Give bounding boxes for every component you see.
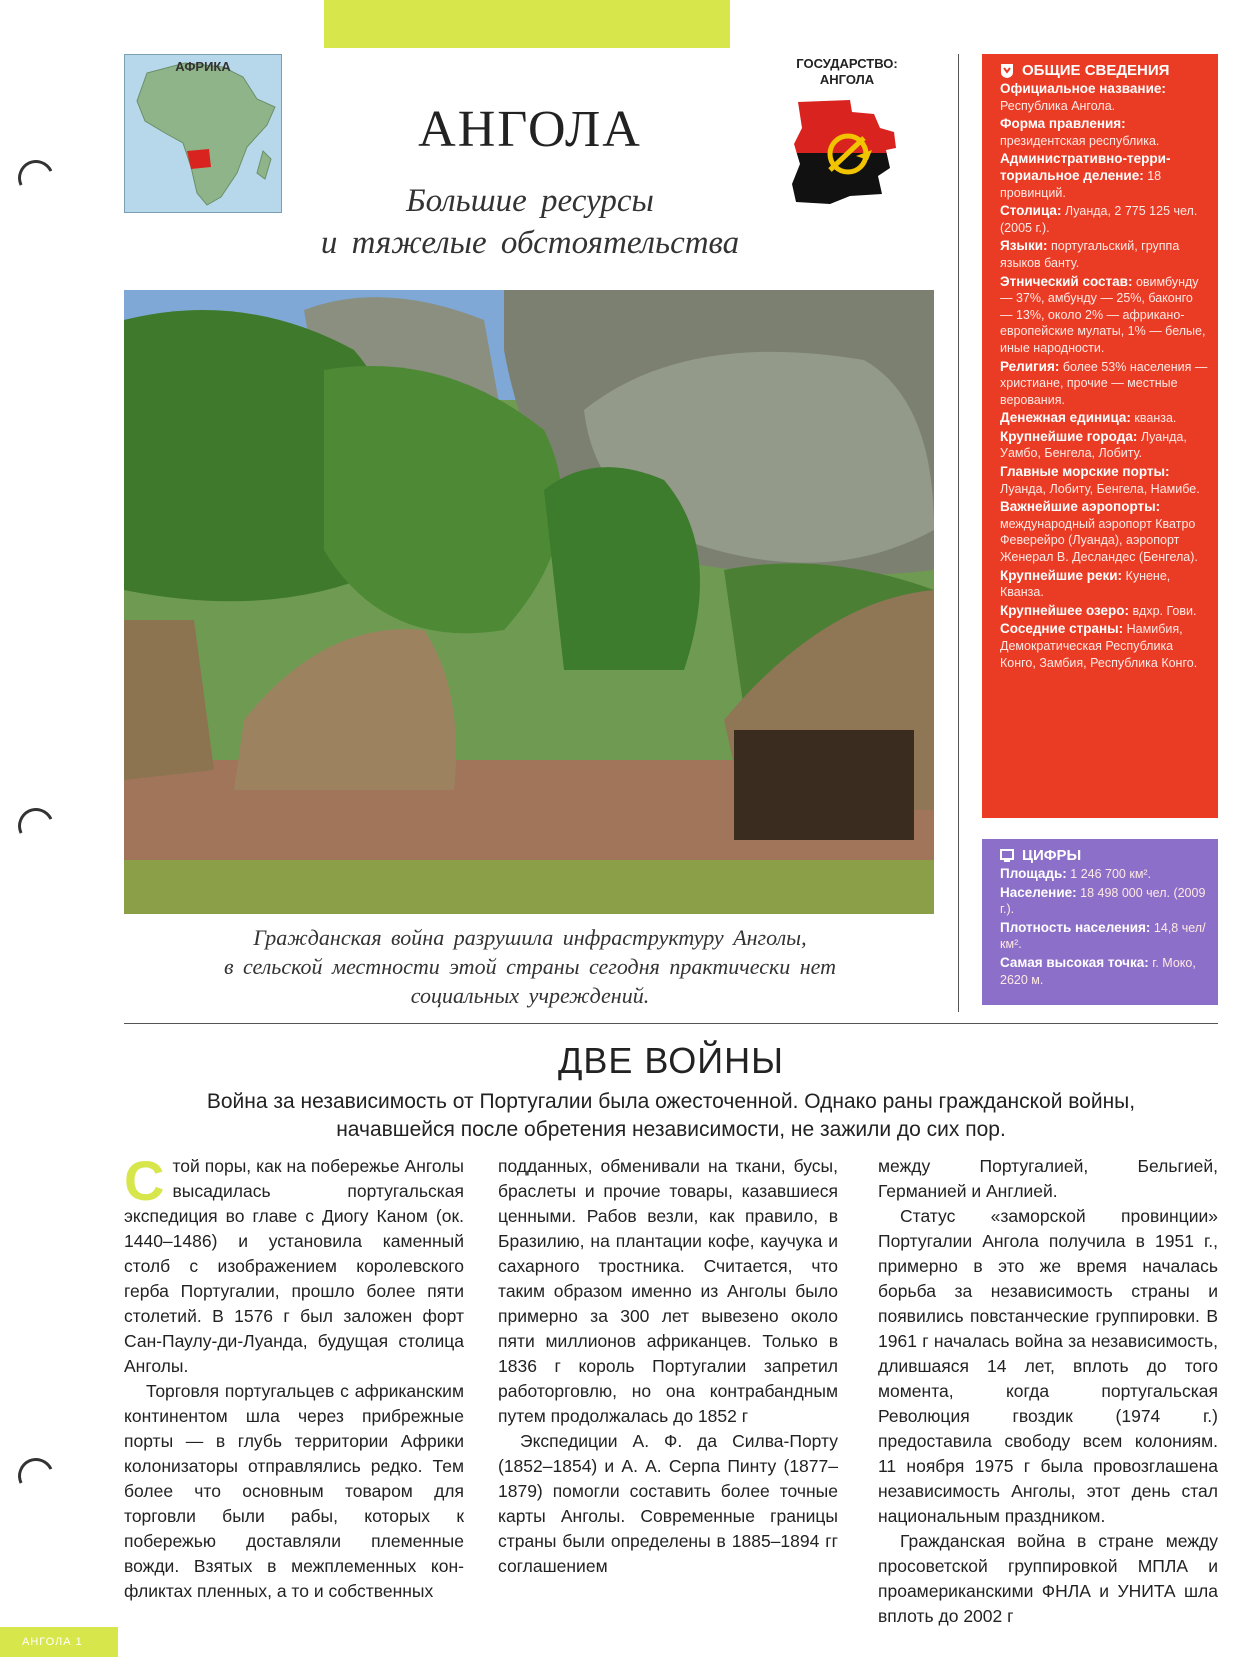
paragraph-text: той поры, как на побережье Анголы высадилась португальская экспедиция во главе с Диогу Каном (ок. 1440–1486) и установила каменный столб с изображением королевского герба Португалии, прошло более пяти столетий. В 1576 г был заложен форт Сан-Паулу-ди-Луанда, будущая столица Анголы.: [124, 1156, 464, 1376]
general-info-heading-text: ОБЩИЕ СВЕДЕНИЯ: [1022, 62, 1170, 79]
info-key: Официальное название:: [1000, 81, 1166, 96]
state-label-line: ГОСУДАРСТВО:: [796, 56, 898, 71]
village-photo: [124, 290, 934, 914]
info-key: Этнический состав:: [1000, 273, 1133, 289]
info-value: более 53% населения — христиане, прочие — местные верования.: [1000, 359, 1208, 407]
section-lead: [124, 1088, 1218, 1144]
angola-flag-map: [790, 98, 902, 208]
info-key: Религия:: [1000, 358, 1060, 374]
top-color-tab: [324, 0, 730, 48]
shield-icon: [1000, 63, 1014, 79]
info-key: Столица:: [1000, 203, 1062, 219]
page-title: АНГОЛА: [418, 101, 642, 158]
info-item: [1000, 621, 1208, 671]
footer-tab: [0, 1627, 118, 1657]
info-item: [1000, 429, 1208, 462]
figures-panel: [982, 839, 1218, 1005]
info-key: Соседние страны:: [1000, 621, 1124, 637]
photo-caption: [150, 923, 910, 1010]
lead-line: начавшейся после обретения независимости, не зажили до сих пор.: [336, 1118, 1006, 1141]
article-paragraph: [124, 1149, 464, 1379]
angola-highlight: [187, 149, 211, 169]
general-info-heading: [1000, 62, 1208, 79]
binder-hole: [13, 803, 59, 849]
figure-item: [1000, 885, 1208, 918]
figure-value: 14,8 чел/км².: [1000, 920, 1206, 952]
vertical-divider: [958, 54, 959, 1012]
info-value: Намибия, Демократическая Республика Конго, Замбия, Республика Конго.: [1000, 622, 1198, 670]
figures-heading-text: ЦИФРЫ: [1022, 847, 1082, 864]
info-item: [1000, 499, 1208, 565]
figure-value: 1 246 700 км².: [1070, 867, 1152, 881]
footer-label: АНГОЛА 1: [22, 1636, 83, 1648]
caption-line: Гражданская война разрушила инфраструктуру Анголы,: [253, 925, 807, 950]
info-key: Крупнейшие города:: [1000, 428, 1138, 444]
info-value: Луанда, Лобиту, Бенгела, Намибе.: [1000, 481, 1200, 496]
page-subtitle: [270, 180, 790, 264]
info-key: Денежная единица:: [1000, 410, 1131, 426]
info-item: [1000, 274, 1208, 357]
info-item: [1000, 410, 1208, 427]
state-label: [772, 56, 922, 88]
article-paragraph: Гражданская война в стране между просоветской группировкой МПЛА и проамериканскими ФНЛА и УНИТА шла вплоть до 2002 г: [878, 1531, 1218, 1626]
info-value: кванза.: [1134, 411, 1177, 426]
computer-icon: [1000, 848, 1014, 864]
subtitle-line: Большие ресурсы: [406, 183, 654, 219]
info-value: 18 провинций.: [1000, 168, 1162, 200]
figure-key: Плотность населения:: [1000, 919, 1151, 935]
figure-value: 18 498 000 чел. (2009 г.).: [1000, 885, 1206, 917]
section-title: ДВЕ ВОЙНЫ: [558, 1040, 784, 1081]
info-key: Крупнейшие реки:: [1000, 567, 1123, 583]
info-value: Кунене, Кванза.: [1000, 568, 1171, 600]
lead-line: Война за независимость от Португалии была ожесточенной. Однако раны гражданской войны,: [206, 1090, 1136, 1113]
africa-locator-map: [124, 54, 282, 213]
figures-list: [1000, 866, 1208, 988]
general-info-list: [1000, 81, 1208, 671]
figure-key: Население:: [1000, 884, 1077, 900]
info-value: Луанда, Уамбо, Бенгела, Лобиту.: [1000, 429, 1187, 461]
article-column-2: [498, 1154, 838, 1579]
state-label-line: АНГОЛА: [819, 72, 875, 87]
info-key: Крупнейшее озеро:: [1000, 602, 1130, 618]
article-paragraph: подданных, обменивали на ткани, бусы, браслеты и прочие товары, казавшиеся ценными. Рабов везли, как правило, в Бразилию, на плантации кофе, каучука и сахарного тростника. Считается, что таким образом именно из Анголы было примерно за 300 лет вывезено около пяти миллионов африканцев. Только в 1836 г король Португалии запретил работорговлю, но она контрабандным путем продолжалась до 1852 г: [498, 1156, 838, 1426]
binder-hole: [13, 1453, 59, 1499]
info-key: Форма правления:: [1000, 116, 1126, 132]
info-item: [1000, 81, 1208, 114]
article-paragraph: между Португалией, Бельгией, Германией и Англией.: [878, 1156, 1218, 1201]
horizontal-divider: [124, 1023, 1218, 1024]
caption-line: в сельской местности этой страны сегодня практически нет: [223, 954, 837, 979]
article-column-3: [878, 1154, 1218, 1629]
info-value: вдхр. Гови.: [1132, 603, 1197, 618]
figures-heading: [1000, 847, 1208, 864]
info-value: Луанда, 2 775 125 чел. (2005 г.).: [1000, 204, 1198, 235]
info-item: [1000, 203, 1208, 236]
binder-hole: [13, 155, 59, 201]
article-column-1: [124, 1149, 464, 1604]
figure-key: Самая высокая точка:: [1000, 954, 1149, 970]
article-paragraph: Экспедиции А. Ф. да Силва-Порту (1852–1854) и А. А. Серпа Пинту (1877–1879) помогли составить более точные карты Анголы. Современные границы страны были определены в 1885–1894 гг соглашением: [498, 1431, 838, 1576]
info-item: [1000, 359, 1208, 409]
info-key: Языки:: [1000, 238, 1048, 254]
info-value: португальский, группа языков банту.: [1000, 239, 1180, 270]
info-item: [1000, 116, 1208, 149]
info-item: [1000, 464, 1208, 497]
info-key: Важнейшие аэропорты:: [1000, 499, 1161, 515]
info-item: [1000, 568, 1208, 601]
figure-value: г. Моко, 2620 м.: [1000, 955, 1196, 987]
info-item: [1000, 151, 1208, 201]
info-value: президентская республика.: [1000, 133, 1160, 148]
subtitle-line: и тяжелые обстоятельства: [320, 225, 740, 261]
info-value: овимбунду — 37%, амбунду — 25%, баконго — 13%, около 2% — африкано-европейские мулаты, 1% — белые, иные народности.: [1000, 274, 1206, 355]
info-key: Главные морские порты:: [1000, 464, 1170, 480]
africa-map-graphic: [125, 55, 281, 212]
info-value: международный аэропорт Кватро Феверейро (Луанда), аэропорт Женерал В. Десландес (Бенгела).: [1000, 516, 1198, 565]
article-paragraph: Статус «заморской провинции» Португалии Ангола получила в 1951 г., примерно в это же время началась борьба за независимость страны и появились повстанческие группировки. В 1961 г началась война за независимость, длившаяся 14 лет, вплоть до того момента, когда португальская Революция гвоздик (1974 г.) предоставила свободу всем колониям. 11 ноября 1975 г была провозглашена независимость Анголы, этот день стал национальным праздником.: [878, 1206, 1218, 1526]
figure-item: [1000, 920, 1208, 953]
article-paragraph: Торговля португальцев с африканским континентом шла через прибрежные порты — в глубь территории Африки колонизаторы отправлялись редко. Тем более что основным товаром для торговли были рабы, которых к побережью доставляли племенные вожди. Взятых в межплеменных конфликтах пленных, а то и собственных: [124, 1381, 464, 1601]
info-item: [1000, 603, 1208, 620]
caption-line: социальных учреждений.: [410, 983, 650, 1008]
map-label: АФРИКА: [175, 59, 231, 74]
info-item: [1000, 238, 1208, 271]
figure-item: [1000, 955, 1208, 988]
general-info-panel: [982, 54, 1218, 818]
figure-item: [1000, 866, 1208, 883]
figure-key: Площадь:: [1000, 866, 1067, 881]
drop-cap: С: [124, 1149, 165, 1212]
info-value: Республика Ангола.: [1000, 98, 1116, 113]
info-key: Административно-территориальное деление:: [1000, 151, 1171, 183]
